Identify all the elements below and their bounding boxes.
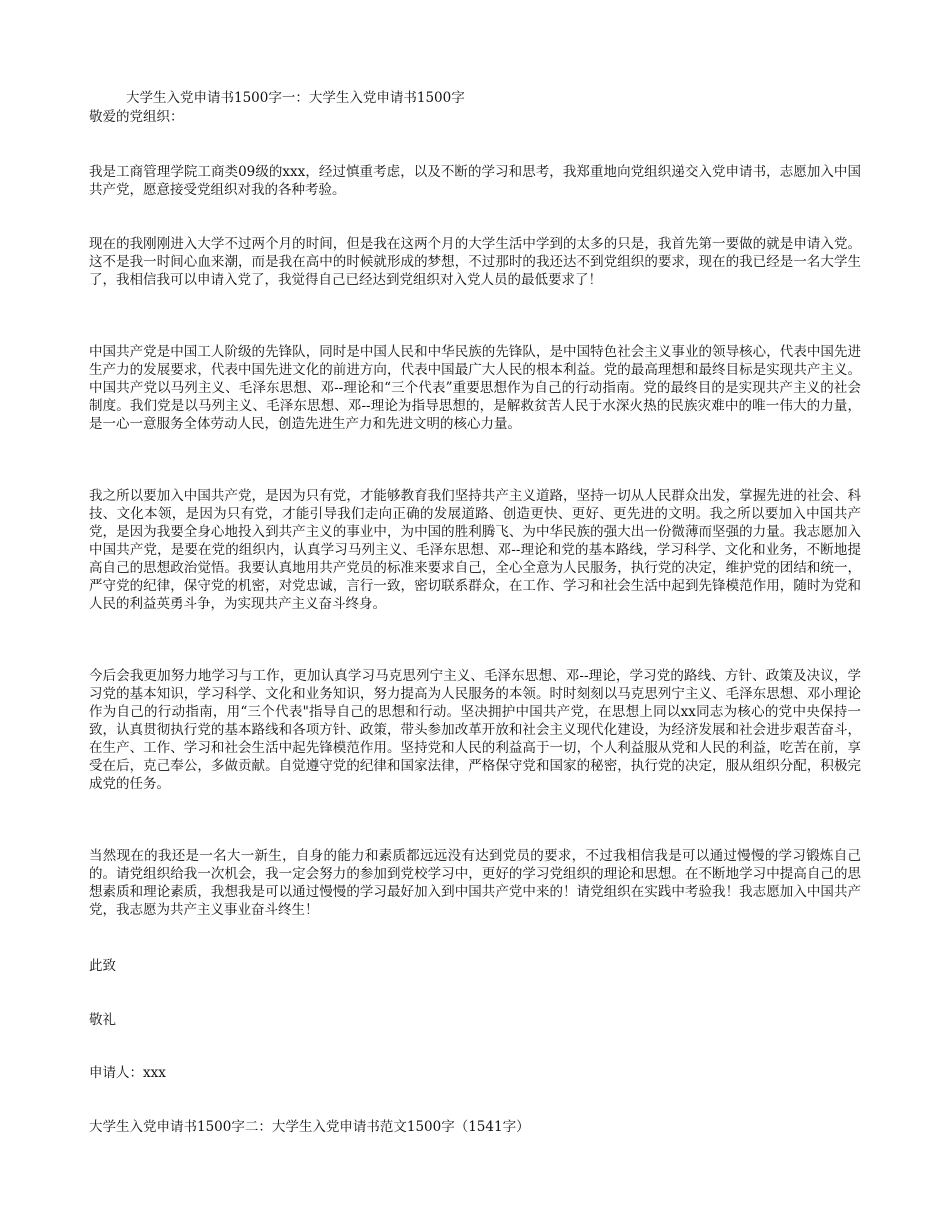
paragraph-1: 我是工商管理学院工商类09级的xxx，经过慎重考虑，以及不断的学习和思考，我郑重地向党组织递交入党申请书，志愿加入中国共产党，愿意接受党组织对我的各种考验。 xyxy=(89,164,861,198)
paragraph-6: 当然现在的我还是一名大一新生，自身的能力和素质都远远没有达到党员的要求，不过我相信我是可以通过慢慢的学习锻炼自己的。请党组织给我一次机会，我一定会努力的参加到党校学习中，更好的学习党组织的理论和思想。在不断地学习中提高自己的思想素质和理论素质，我想我是可以通过慢慢的学习最好加入到中国共产党中来的！请党组织在实践中考验我！我志愿加入中国共产党，我志愿为共产主义事业奋斗终生！ xyxy=(89,848,861,918)
next-section-title: 大学生入党申请书1500字二：大学生入党申请书范文1500字（1541字） xyxy=(89,1119,530,1135)
applicant: 申请人：xxx xyxy=(89,1065,166,1081)
paragraph-2: 现在的我刚刚进入大学不过两个月的时间，但是我在这两个月的大学生活中学到的太多的只是，我首先第一要做的就是申请入党。这不是我一时间心血来潮，而是我在高中的时候就形成的梦想，不过那时的我还达不到党组织的要求，现在的我已经是一名大学生了，我相信我可以申请入党了，我觉得自己已经达到党组织对入党人员的最低要求了！ xyxy=(89,236,861,288)
closing: 此致 xyxy=(89,958,116,974)
salutation: 敬爱的党组织： xyxy=(89,109,184,125)
document-title: 大学生入党申请书1500字一：大学生入党申请书1500字 xyxy=(126,90,465,106)
paragraph-3: 中国共产党是中国工人阶级的先锋队，同时是中国人民和中华民族的先锋队，是中国特色社会主义事业的领导核心，代表中国先进生产力的发展要求，代表中国先进文化的前进方向，代表中国最广大人民的根本利益。党的最高理想和最终目标是实现共产主义。中国共产党以马列主义、毛泽东思想、邓--理论和“三个代表”重要思想作为自己的行动指南。党的最终目的是实现共产主义的社会制度。我们党是以马列主义、毛泽东思想、邓--理论为指导思想的，是解救贫苦人民于水深火热的民族灾难中的唯一伟大的力量，是一心一意服务全体劳动人民，创造先进生产力和先进文明的核心力量。 xyxy=(89,344,861,432)
regards: 敬礼 xyxy=(89,1012,116,1028)
paragraph-4: 我之所以要加入中国共产党，是因为只有党，才能够教育我们坚持共产主义道路，坚持一切从人民群众出发，掌握先进的社会、科技、文化本领，是因为只有党，才能引导我们走向正确的发展道路、创造更快、更好、更先进的文明。我之所以要加入中国共产党，是因为我要全身心地投入到共产主义的事业中，为中国的胜利腾飞、为中华民族的强大出一份微薄而坚强的力量。我志愿加入中国共产党，是要在党的组织内，认真学习马列主义、毛泽东思想、邓--理论和党的基本路线，学习科学、文化和业务，不断地提高自己的思想政治觉悟。我要认真地用共产党员的标准来要求自己，全心全意为人民服务，执行党的决定，维护党的团结和统一，严守党的纪律，保守党的机密，对党忠诚，言行一致，密切联系群众，在工作、学习和社会生活中起到先锋模范作用，随时为党和人民的利益英勇斗争，为实现共产主义奋斗终身。 xyxy=(89,488,861,612)
paragraph-5: 今后会我更加努力地学习与工作，更加认真学习马克思列宁主义、毛泽东思想、邓--理论，学习党的路线、方针、政策及决议，学习党的基本知识，学习科学、文化和业务知识，努力提高为人民服务的本领。时时刻刻以马克思列宁主义、毛泽东思想、邓小理论作为自己的行动指南，用“三个代表"指导自己的思想和行动。坚决拥护中国共产党，在思想上同以xx同志为核心的党中央保持一致，认真贯彻执行党的基本路线和各项方针、政策，带头参加改革开放和社会主义现代化建设，为经济发展和社会进步艰苦奋斗，在生产、工作、学习和社会生活中起先锋模范作用。坚持党和人民的利益高于一切，个人利益服从党和人民的利益，吃苦在前，享受在后，克己奉公，多做贡献。自觉遵守党的纪律和国家法律，严格保守党和国家的秘密，执行党的决定，服从组织分配，积极完成党的任务。 xyxy=(89,668,861,792)
